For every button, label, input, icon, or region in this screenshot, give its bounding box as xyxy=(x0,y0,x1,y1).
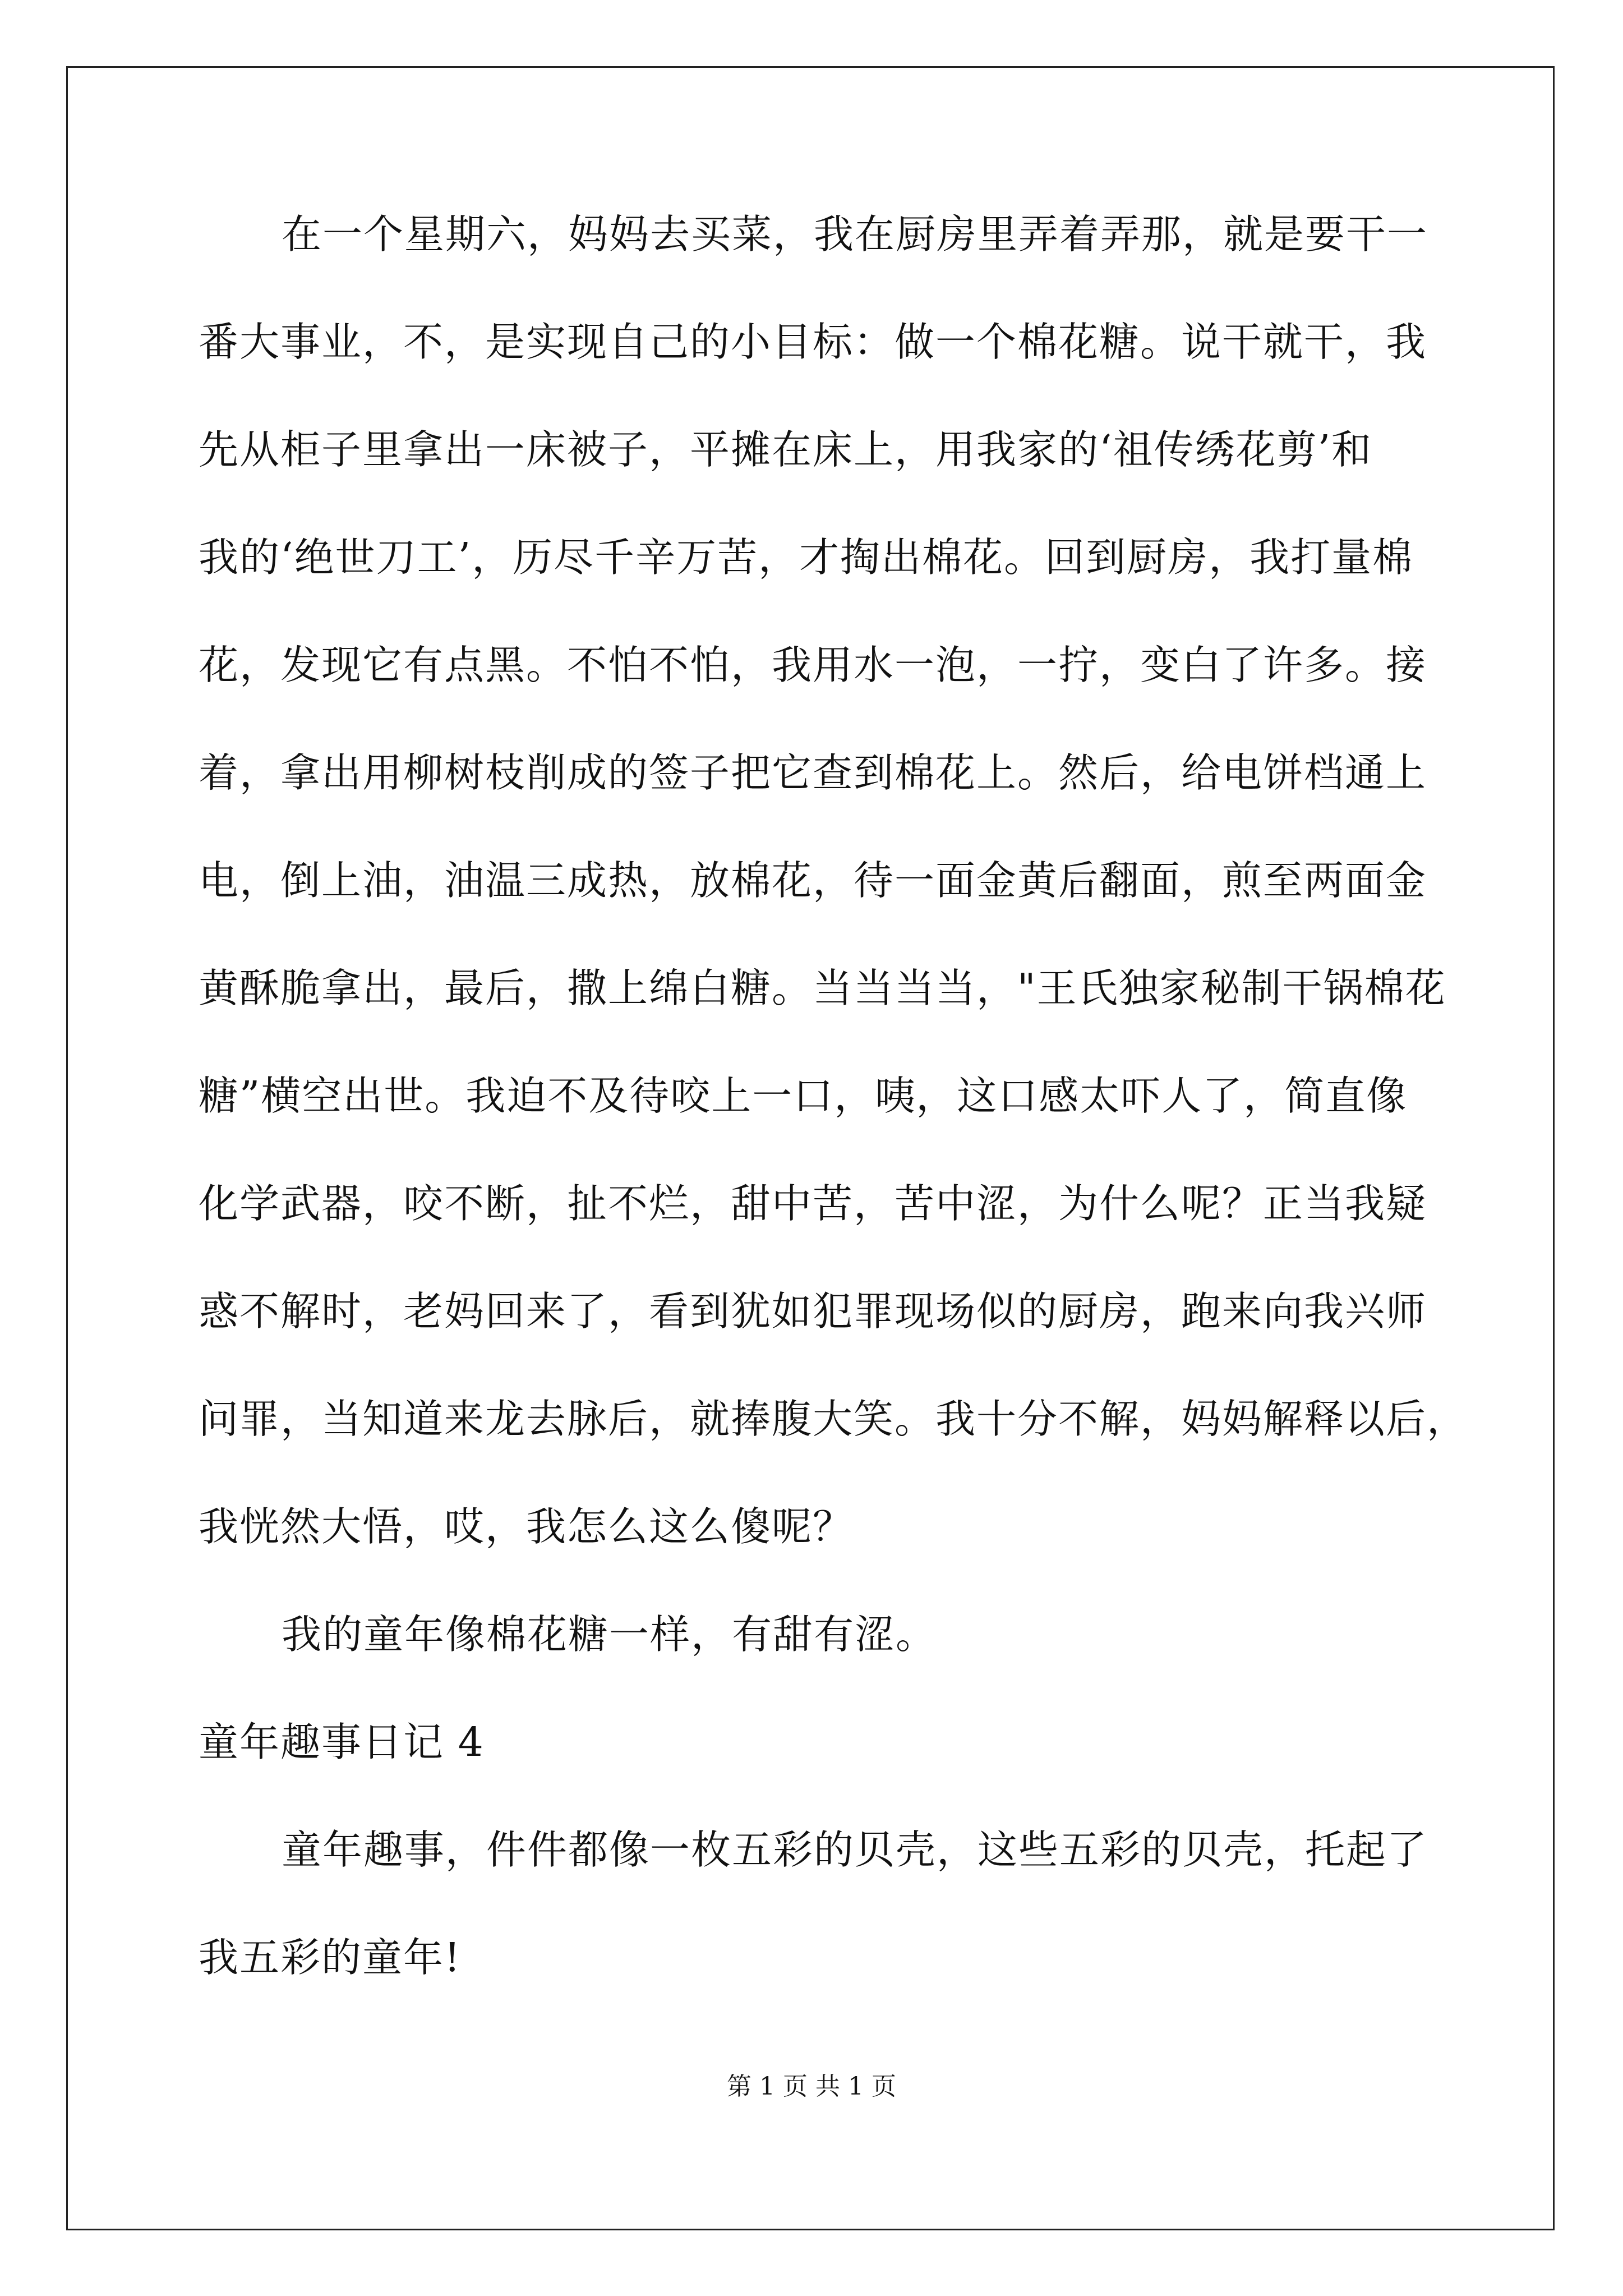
paragraph-line: 化学武器，咬不断，扯不烂，甜中苦，苦中涩，为什么呢？正当我疑 xyxy=(199,1180,1427,1227)
paragraph-line: 糖”横空出世。我迫不及待咬上一口，咦，这口感太吓人了，简直像 xyxy=(199,1073,1408,1119)
paragraph-line: 先从柜子里拿出一床被子，平摊在床上，用我家的‘祖传绣花剪’和 xyxy=(199,426,1373,473)
paragraph-line: 花，发现它有点黑。不怕不怕，我用水一泡，一拧，变白了许多。接 xyxy=(199,642,1427,688)
paragraph-line: 黄酥脆拿出，最后，撒上绵白糖。当当当当，"王氏独家秘制干锅棉花 xyxy=(199,965,1446,1011)
section-title: 童年趣事日记 4 xyxy=(199,1719,485,1765)
paragraph-line: 番大事业，不，是实现自己的小目标：做一个棉花糖。说干就干，我 xyxy=(199,319,1427,365)
page-border xyxy=(66,66,1555,2230)
paragraph-line: 在一个星期六，妈妈去买菜，我在厨房里弄着弄那，就是要干一 xyxy=(282,211,1428,257)
paragraph-line: 我的‘绝世刀工’，历尽千辛万苦，才掏出棉花。回到厨房，我打量棉 xyxy=(199,534,1414,581)
paragraph-line: 着，拿出用柳树枝削成的签子把它查到棉花上。然后，给电饼档通上 xyxy=(199,749,1427,796)
page-footer: 第 1 页 共 1 页 xyxy=(727,2072,896,2101)
paragraph-line: 问罪，当知道来龙去脉后，就捧腹大笑。我十分不解，妈妈解释以后， xyxy=(199,1396,1468,1442)
closing-paragraph: 我的童年像棉花糖一样，有甜有涩。 xyxy=(282,1611,937,1658)
paragraph-line: 童年趣事，件件都像一枚五彩的贝壳，这些五彩的贝壳，托起了 xyxy=(282,1826,1428,1873)
paragraph-line: 电，倒上油，油温三成热，放棉花，待一面金黄后翻面，煎至两面金 xyxy=(199,857,1427,904)
paragraph-line: 我恍然大悟，哎，我怎么这么傻呢？ xyxy=(199,1503,854,1550)
paragraph-line: 惑不解时，老妈回来了，看到犹如犯罪现场似的厨房，跑来向我兴师 xyxy=(199,1288,1427,1335)
paragraph-line: 我五彩的童年! xyxy=(199,1934,462,1981)
